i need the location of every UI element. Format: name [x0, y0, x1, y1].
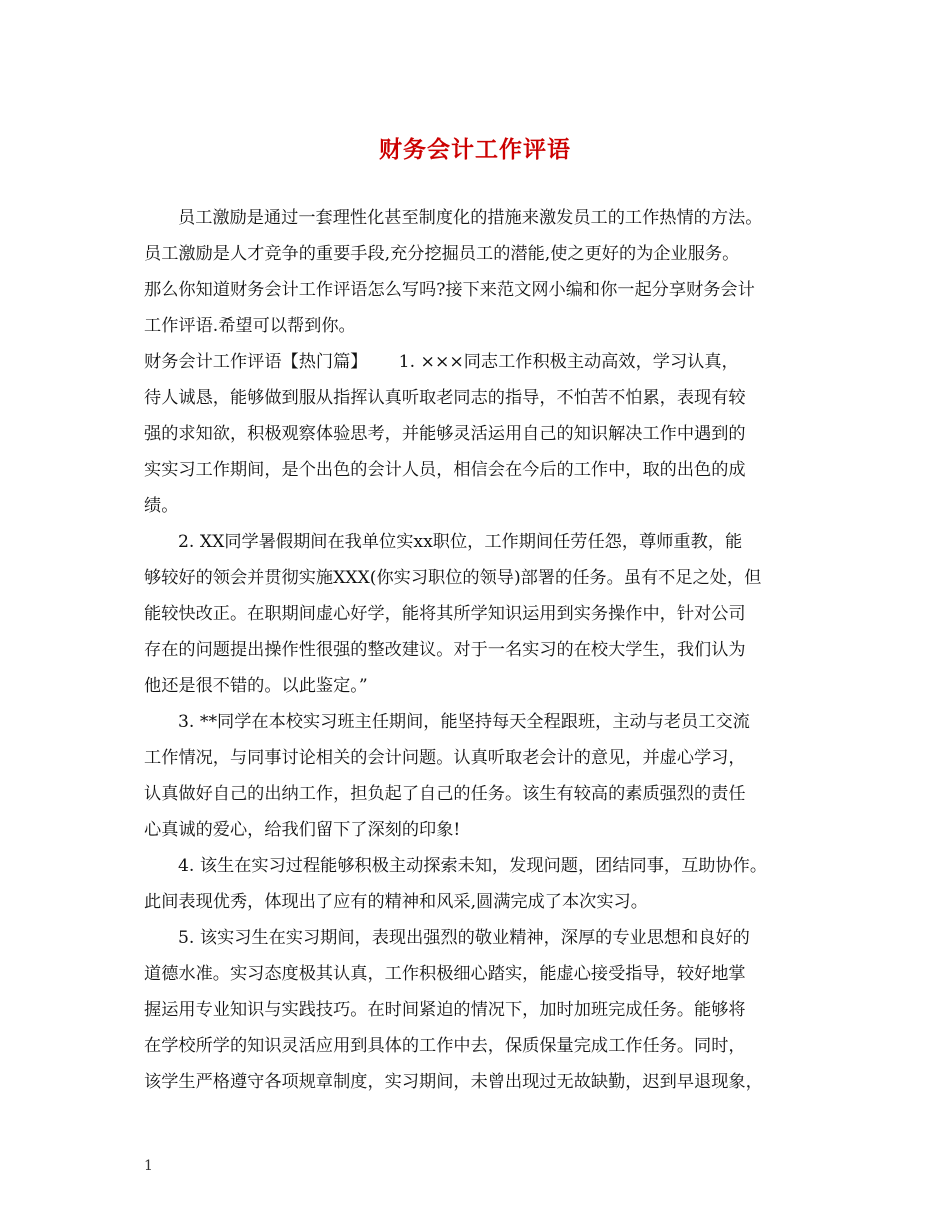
text-line: 员工激励是通过一套理性化甚至制度化的措施来激发员工的工作热情的方法。	[178, 208, 763, 228]
text-line: 员工激励是人才竞争的重要手段,充分挖掘员工的潜能,使之更好的为企业服务。	[144, 244, 740, 264]
text-line: 4. 该生在实习过程能够积极主动探索未知，发现问题，团结同事，互助协作。	[178, 856, 768, 876]
page-title: 财务会计工作评语	[379, 136, 571, 163]
text-line: 工作评语.希望可以帮到你。	[144, 316, 356, 336]
text-line: 能较快改正。在职期间虚心好学，能将其所学知识运用到实务操作中，针对公司	[144, 604, 746, 624]
text-line: 够较好的领会并贯彻实施XXX(你实习职位的领导)部署的任务。虽有不足之处，但	[144, 568, 762, 588]
page-number: 1	[144, 1158, 153, 1174]
text-line: 认真做好自己的出纳工作，担负起了自己的任务。该生有较高的素质强烈的责任	[144, 784, 746, 804]
text-line: 5. 该实习生在实习期间，表现出强烈的敬业精神，深厚的专业思想和良好的	[178, 928, 750, 948]
text-line: 握运用专业知识与实践技巧。在时间紧迫的情况下，加时加班完成任务。能够将	[144, 1000, 746, 1020]
document-body	[144, 200, 824, 1100]
text-line: 道德水准。实习态度极其认真，工作积极细心踏实，能虚心接受指导，较好地掌	[144, 964, 746, 984]
text-line: 那么你知道财务会计工作评语怎么写吗?接下来范文网小编和你一起分享财务会计	[144, 280, 755, 300]
text-line: 心真诚的爱心，给我们留下了深刻的印象!	[144, 820, 461, 840]
text-line: 他还是很不错的。以此鉴定。”	[144, 676, 368, 696]
text-line: 该学生严格遵守各项规章制度，实习期间，未曾出现过无故缺勤，迟到早退现象，	[144, 1072, 763, 1092]
text-line: 此间表现优秀，体现出了应有的精神和风采,圆满完成了本次实习。	[144, 892, 648, 912]
text-line: 工作情况，与同事讨论相关的会计问题。认真听取老会计的意见，并虚心学习，	[144, 748, 746, 768]
text-line: 3. **同学在本校实习班主任期间，能坚持每天全程跟班，主动与老员工交流	[178, 712, 750, 732]
text-line: 存在的问题提出操作性很强的整改建议。对于一名实习的在校大学生，我们认为	[144, 640, 746, 660]
text-line: 绩。	[144, 496, 179, 516]
text-line: 财务会计工作评语【热门篇】 1. ×××同志工作积极主动高效，学习认真，	[144, 352, 739, 372]
text-line: 待人诚恳，能够做到服从指挥认真听取老同志的指导，不怕苦不怕累，表现有较	[144, 388, 746, 408]
text-line: 强的求知欲，积极观察体验思考，并能够灵活运用自己的知识解决工作中遇到的	[144, 424, 746, 444]
text-line: 在学校所学的知识灵活应用到具体的工作中去，保质保量完成工作任务。同时，	[144, 1036, 746, 1056]
text-line: 2. XX同学暑假期间在我单位实xx职位，工作期间任劳任怨，尊师重教，能	[178, 532, 743, 552]
text-line: 实实习工作期间，是个出色的会计人员，相信会在今后的工作中，取的出色的成	[144, 460, 746, 480]
